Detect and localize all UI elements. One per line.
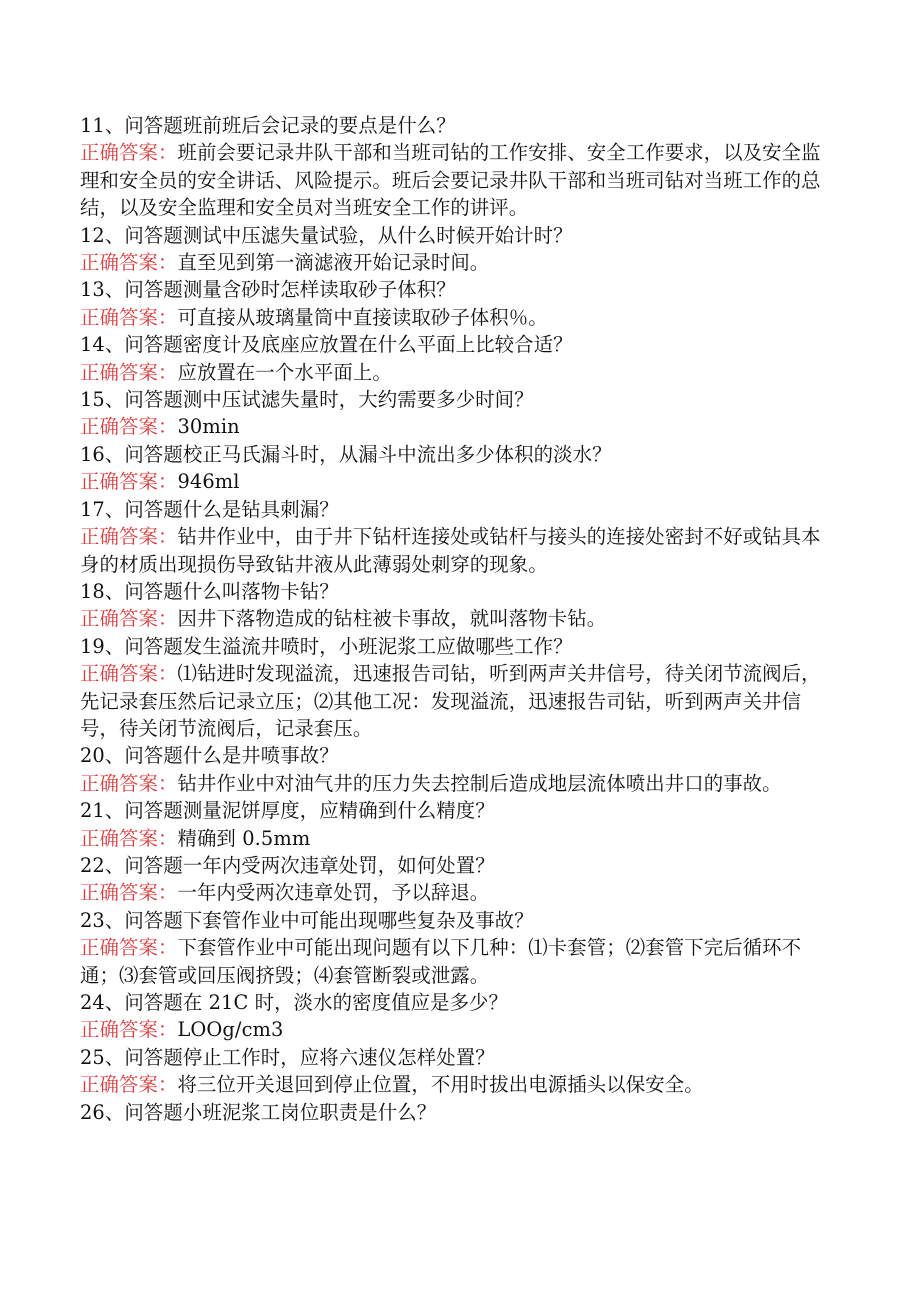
answer-text: 将三位开关退回到停止位置，不用时拔出电源插头以保安全。 [177, 1073, 704, 1097]
answer [80, 468, 836, 495]
answer-label: 正确答案： [80, 662, 178, 686]
answer-label: 正确答案： [80, 881, 178, 905]
answer [80, 413, 836, 440]
answer-text: 班前会要记录井队干部和当班司钻的工作安排、安全工作要求，以及安全监理和安全员的安全讲话、风险提示。班后会要记录井队干部和当班司钻对当班工作的总结，以及安全监理和安全员对当班安全工作的讲评。 [80, 141, 821, 220]
answer-text: 30min [177, 415, 240, 439]
question: 19、问答题发生溢流井喷时，小班泥浆工应做哪些工作？ [80, 634, 573, 658]
answer-text: 精确到 0.5mm [177, 826, 311, 850]
answer-label: 正确答案： [80, 936, 178, 960]
answer-text: 因井下落物造成的钻柱被卡事故，就叫落物卡钻。 [177, 607, 607, 631]
answer [80, 605, 836, 632]
answer [80, 304, 836, 331]
answer [80, 825, 836, 852]
answer-label: 正确答案： [80, 251, 178, 275]
question: 16、问答题校正马氏漏斗时，从漏斗中流出多少体积的淡水？ [80, 442, 612, 466]
answer-text: 一年内受两次违章处罚，予以辞退。 [177, 881, 490, 905]
answer [80, 523, 836, 578]
question: 18、问答题什么叫落物卡钻？ [80, 579, 339, 603]
question: 21、问答题测量泥饼厚度，应精确到什么精度？ [80, 799, 495, 823]
answer-label: 正确答案： [80, 470, 178, 494]
question: 20、问答题什么是井喷事故？ [80, 744, 339, 768]
question: 22、问答题一年内受两次违章处罚，如何处置？ [80, 853, 495, 877]
answer-text: 应放置在一个水平面上。 [177, 360, 392, 384]
answer-label: 正确答案： [80, 360, 178, 384]
answer-text: 可直接从玻璃量筒中直接读取砂子体积％。 [177, 305, 548, 329]
answer-label: 正确答案： [80, 1073, 178, 1097]
answer-label: 正确答案： [80, 1018, 178, 1042]
question: 26、问答题小班泥浆工岗位职责是什么？ [80, 1100, 437, 1124]
answer-text: 直至见到第一滴滤液开始记录时间。 [177, 251, 490, 275]
answer-text: ⑴钻进时发现溢流，迅速报告司钻，听到两声关井信号，待关闭节流阀后，先记录套压然后记录立压；⑵其他工况：发现溢流，迅速报告司钻，听到两声关井信号，待关闭节流阀后，记录套压。 [80, 662, 821, 740]
question: 13、问答题测量含砂时怎样读取砂子体积？ [80, 278, 456, 302]
answer-text: 下套管作业中可能出现问题有以下几种：⑴卡套管；⑵套管下完后循环不通；⑶套管或回压阀挤毁；⑷套管断裂或泄露。 [80, 936, 802, 987]
answer-text: 钻井作业中，由于井下钻杆连接处或钻杆与接头的连接处密封不好或钻具本身的材质出现损伤导致钻井液从此薄弱处刺穿的现象。 [80, 525, 821, 576]
question: 23、问答题下套管作业中可能出现哪些复杂及事故？ [80, 908, 534, 932]
answer [80, 1016, 836, 1043]
answer [80, 934, 836, 989]
question: 15、问答题测中压试滤失量时，大约需要多少时间？ [80, 388, 534, 412]
answer-label: 正确答案： [80, 525, 178, 549]
answer [80, 1071, 836, 1098]
question: 11、问答题班前班后会记录的要点是什么？ [80, 114, 456, 137]
question: 17、问答题什么是钻具刺漏？ [80, 497, 339, 521]
answer-label: 正确答案： [80, 771, 178, 795]
question: 14、问答题密度计及底座应放置在什么平面上比较合适？ [80, 333, 573, 357]
answer-label: 正确答案： [80, 415, 178, 439]
document-body [80, 112, 836, 1126]
answer [80, 249, 836, 276]
answer-text: 946ml [177, 470, 240, 494]
answer [80, 139, 836, 221]
answer-text: 钻井作业中对油气井的压力失去控制后造成地层流体喷出井口的事故。 [177, 771, 782, 795]
answer-label: 正确答案： [80, 826, 178, 850]
question: 12、问答题测试中压滤失量试验，从什么时候开始计时？ [80, 223, 573, 247]
answer [80, 770, 836, 797]
answer-label: 正确答案： [80, 141, 178, 165]
answer [80, 359, 836, 386]
answer-text: LOOg/cm3 [177, 1018, 284, 1042]
answer [80, 879, 836, 906]
answer-label: 正确答案： [80, 305, 178, 329]
question: 25、问答题停止工作时，应将六速仪怎样处置？ [80, 1045, 495, 1069]
question: 24、问答题在 21C 时，淡水的密度值应是多少？ [80, 991, 509, 1014]
answer [80, 660, 836, 742]
answer-label: 正确答案： [80, 607, 178, 631]
